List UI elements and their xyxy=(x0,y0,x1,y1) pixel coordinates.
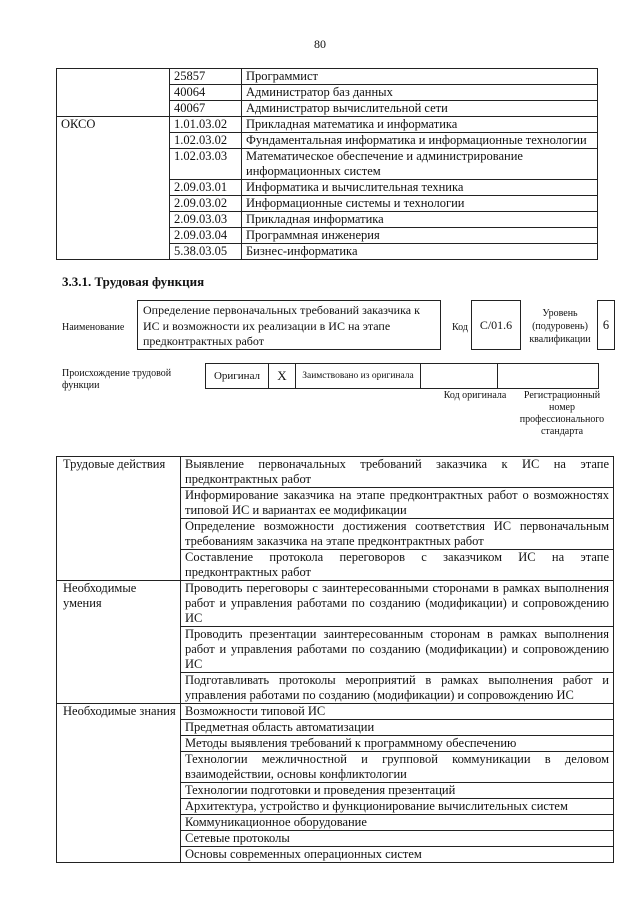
okso-group-cell xyxy=(57,228,170,244)
function-item-cell: Методы выявления требований к программному обеспечению xyxy=(181,736,614,752)
section-heading-cell: Необходимые умения xyxy=(57,581,181,627)
page-number: 80 xyxy=(314,37,326,51)
section-heading-cell xyxy=(57,488,181,519)
function-table-row xyxy=(57,488,614,519)
section-heading-cell xyxy=(57,627,181,673)
okso-group-cell: ОКСО xyxy=(57,117,170,133)
okso-code-cell: 1.01.03.02 xyxy=(170,117,242,133)
function-code-box: C/01.6 xyxy=(471,300,521,350)
function-item-cell: Коммуникационное оборудование xyxy=(181,815,614,831)
function-table-row xyxy=(57,799,614,815)
okso-name-cell: Математическое обеспечение и администрирование информационных систем xyxy=(242,149,598,180)
okso-group-cell xyxy=(57,69,170,85)
function-table-row xyxy=(57,752,614,783)
okso-code-cell: 2.09.03.03 xyxy=(170,212,242,228)
function-table-row xyxy=(57,815,614,831)
section-heading-cell xyxy=(57,673,181,704)
section-heading-cell xyxy=(57,752,181,783)
function-item-cell: Информирование заказчика на этапе предконтрактных работ о возможностях типовой ИС и вариантах ее модификации xyxy=(181,488,614,519)
origin-label: Происхождение трудовой функции xyxy=(62,368,172,391)
okso-code-cell: 5.38.03.05 xyxy=(170,244,242,260)
okso-table-row xyxy=(57,133,598,149)
function-table-row xyxy=(57,831,614,847)
okso-code-cell: 40064 xyxy=(170,85,242,101)
okso-name-cell: Программная инженерия xyxy=(242,228,598,244)
okso-name-cell: Программист xyxy=(242,69,598,85)
section-heading-cell xyxy=(57,783,181,799)
function-table-row xyxy=(57,550,614,581)
okso-group-cell xyxy=(57,101,170,117)
function-item-cell: Архитектура, устройство и функционирование вычислительных систем xyxy=(181,799,614,815)
okso-name-cell: Бизнес-информатика xyxy=(242,244,598,260)
okso-code-cell: 1.02.03.02 xyxy=(170,133,242,149)
section-heading-cell xyxy=(57,550,181,581)
okso-table xyxy=(56,68,598,260)
qualification-level-label: Уровень (подуровень) квалификации xyxy=(529,308,591,345)
okso-code-cell: 2.09.03.01 xyxy=(170,180,242,196)
function-table-row xyxy=(57,627,614,673)
okso-name-cell: Прикладная информатика xyxy=(242,212,598,228)
origin-code-label: Код оригинала xyxy=(443,390,507,401)
labor-function-table xyxy=(56,456,614,863)
reg-number-label: Регистрационный номер профессионального стандарта xyxy=(519,390,605,437)
okso-code-cell: 2.09.03.04 xyxy=(170,228,242,244)
okso-name-cell: Информационные системы и технологии xyxy=(242,196,598,212)
function-table-row xyxy=(57,519,614,550)
function-table-row xyxy=(57,457,614,488)
okso-code-cell: 1.02.03.03 xyxy=(170,149,242,180)
original-mark: X xyxy=(269,364,296,389)
okso-table-row xyxy=(57,149,598,180)
qualification-level-box: 6 xyxy=(597,300,615,350)
okso-group-cell xyxy=(57,149,170,180)
section-heading-cell xyxy=(57,519,181,550)
okso-code-cell: 2.09.03.02 xyxy=(170,196,242,212)
okso-table-row xyxy=(57,117,598,133)
code-label: Код xyxy=(452,322,468,333)
okso-group-cell xyxy=(57,133,170,149)
function-name-box: Определение первоначальных требований заказчика к ИС и возможности их реализации в ИС на этапе предконтрактных работ xyxy=(137,300,441,350)
section-heading-cell: Трудовые действия xyxy=(57,457,181,488)
section-heading-cell xyxy=(57,847,181,863)
section-heading-cell: Необходимые знания xyxy=(57,704,181,720)
section-title: 3.3.1. Трудовая функция xyxy=(62,274,205,289)
function-table-row xyxy=(57,704,614,720)
okso-table-row xyxy=(57,212,598,228)
section-heading-cell xyxy=(57,831,181,847)
function-item-cell: Проводить переговоры с заинтересованными сторонами в рамках выполнения работ и управления работами по созданию (модификации) и сопровождению ИС xyxy=(181,581,614,627)
function-item-cell: Основы современных операционных систем xyxy=(181,847,614,863)
okso-table-row xyxy=(57,244,598,260)
okso-group-cell xyxy=(57,212,170,228)
okso-table-row xyxy=(57,69,598,85)
function-item-cell: Технологии межличностной и групповой коммуникации в деловом взаимодействии, основы конфликтологии xyxy=(181,752,614,783)
function-item-cell: Проводить презентации заинтересованным сторонам в рамках выполнения работ и управления работами по созданию (модификации) и сопровождению ИС xyxy=(181,627,614,673)
okso-table-row xyxy=(57,228,598,244)
section-heading-cell xyxy=(57,720,181,736)
function-table-row xyxy=(57,783,614,799)
original-cell: Оригинал xyxy=(206,364,269,389)
section-heading-cell xyxy=(57,799,181,815)
okso-name-cell: Прикладная математика и информатика xyxy=(242,117,598,133)
name-label: Наименование xyxy=(62,322,125,333)
function-table-row xyxy=(57,581,614,627)
function-table-row xyxy=(57,847,614,863)
reg-number-cell xyxy=(498,364,599,389)
function-item-cell: Выявление первоначальных требований заказчика к ИС на этапе предконтрактных работ xyxy=(181,457,614,488)
function-item-cell: Сетевые протоколы xyxy=(181,831,614,847)
section-heading-cell xyxy=(57,815,181,831)
okso-code-cell: 40067 xyxy=(170,101,242,117)
okso-table-row xyxy=(57,101,598,117)
section-heading-cell xyxy=(57,736,181,752)
function-item-cell: Предметная область автоматизации xyxy=(181,720,614,736)
function-table-row xyxy=(57,673,614,704)
function-table-row xyxy=(57,720,614,736)
okso-group-cell xyxy=(57,244,170,260)
okso-name-cell: Фундаментальная информатика и информационные технологии xyxy=(242,133,598,149)
okso-table-row xyxy=(57,196,598,212)
okso-name-cell: Администратор вычислительной сети xyxy=(242,101,598,117)
okso-name-cell: Информатика и вычислительная техника xyxy=(242,180,598,196)
function-item-cell: Технологии подготовки и проведения презентаций xyxy=(181,783,614,799)
okso-group-cell xyxy=(57,196,170,212)
function-item-cell: Возможности типовой ИС xyxy=(181,704,614,720)
okso-group-cell xyxy=(57,180,170,196)
okso-table-row xyxy=(57,85,598,101)
function-item-cell: Определение возможности достижения соответствия ИС первоначальным требованиям заказчика на этапе предконтрактных работ xyxy=(181,519,614,550)
function-table-row xyxy=(57,736,614,752)
borrowed-cell: Заимствовано из оригинала xyxy=(296,364,421,389)
okso-name-cell: Администратор баз данных xyxy=(242,85,598,101)
origin-table xyxy=(205,363,599,389)
okso-code-cell: 25857 xyxy=(170,69,242,85)
function-item-cell: Составление протокола переговоров с заказчиком ИС на этапе предконтрактных работ xyxy=(181,550,614,581)
function-item-cell: Подготавливать протоколы мероприятий в рамках выполнения работ и управления работами по созданию (модификации) и сопровождению ИС xyxy=(181,673,614,704)
okso-table-row xyxy=(57,180,598,196)
origin-code-cell xyxy=(421,364,498,389)
okso-group-cell xyxy=(57,85,170,101)
